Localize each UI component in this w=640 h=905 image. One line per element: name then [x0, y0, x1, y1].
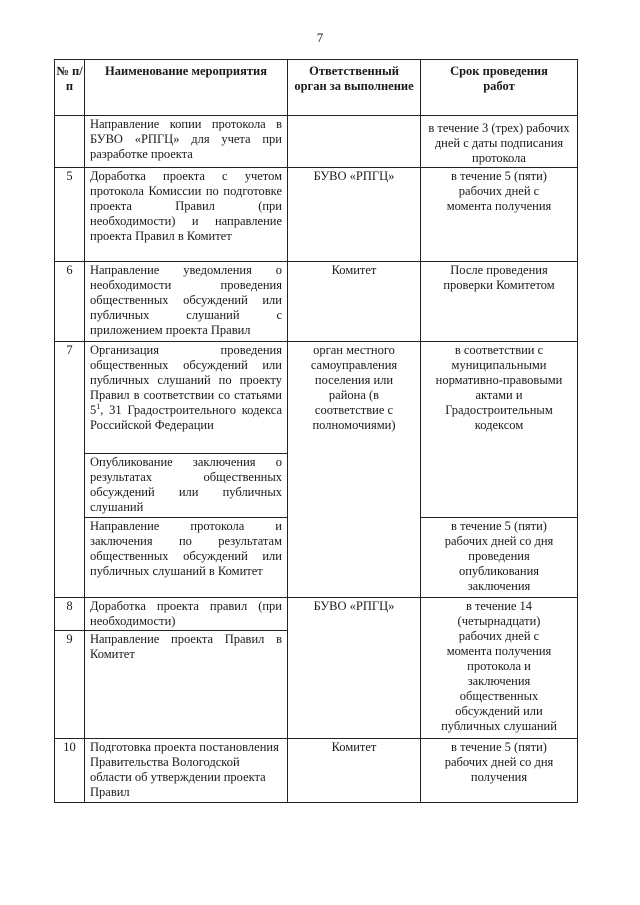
row-responsible — [288, 116, 421, 168]
row-name: Направление протокола и заключения по результатам общественных обсуждений или публичных слушаний в Комитет — [85, 518, 288, 598]
row-term: в течение 14 (четырнадцати) рабочих дней с момента получения протокола и заключения общественных обсуждений или публичных слушаний — [421, 598, 578, 739]
header-name: Наименование мероприятия — [85, 60, 288, 116]
row-name — [85, 342, 288, 454]
row-num: 6 — [55, 262, 85, 342]
table-row — [55, 739, 578, 803]
table-header-row — [55, 60, 578, 116]
row-responsible: БУВО «РПГЦ» — [288, 598, 421, 739]
row-name: Направление уведомления о необходимости проведения общественных обсуждений или публичных слушаний с приложением проекта Правил — [85, 262, 288, 342]
row-num: 7 — [55, 342, 85, 598]
row-num: 5 — [55, 168, 85, 262]
row-name: Доработка проекта с учетом протокола Комиссии по подготовке проекта Правил (при необходимости) и направление проекта Правил в Комитет — [85, 168, 288, 262]
row-num: 10 — [55, 739, 85, 803]
header-term: Срок проведения работ — [421, 60, 578, 116]
table-row — [55, 342, 578, 454]
table-row — [55, 168, 578, 262]
row-term: После проведения проверки Комитетом — [421, 262, 578, 342]
row-responsible: Комитет — [288, 262, 421, 342]
row-name-text: Организация проведения общественных обсуждений или публичных слушаний по проекту Правил в соответствии со статьями 5 — [90, 343, 282, 417]
header-num: № п/п — [55, 60, 85, 116]
row-responsible: орган местного самоуправления поселения или района (в соответствие с полномочиями) — [288, 342, 421, 598]
row-name-text-cont: , 31 Градостроительного кодекса Российской Федерации — [90, 403, 282, 432]
row-term: в течение 5 (пяти) рабочих дней со дня получения — [421, 739, 578, 803]
row-num: 9 — [55, 631, 85, 739]
table-row — [55, 262, 578, 342]
superscript: 1 — [96, 401, 101, 411]
row-name: Опубликование заключения о результатах общественных обсуждений или публичных слушаний — [85, 454, 288, 518]
row-name: Направление копии протокола в БУВО «РПГЦ» для учета при разработке проекта — [85, 116, 288, 168]
row-term: в течение 3 (трех) рабочих дней с даты подписания протокола — [421, 116, 578, 168]
row-responsible: Комитет — [288, 739, 421, 803]
row-responsible: БУВО «РПГЦ» — [288, 168, 421, 262]
row-term: в течение 5 (пяти) рабочих дней со дня проведения опубликования заключения — [421, 518, 578, 598]
row-num: 8 — [55, 598, 85, 631]
page-number: 7 — [316, 30, 324, 45]
table-row — [55, 598, 578, 631]
table-row — [55, 116, 578, 168]
activities-table — [54, 59, 578, 803]
row-name: Доработка проекта правил (при необходимости) — [85, 598, 288, 631]
header-responsible: Ответственный орган за выполнение — [288, 60, 421, 116]
row-term: в соответствии с муниципальными нормативно-правовыми актами и Градостроительным кодексом — [421, 342, 578, 518]
row-num — [55, 116, 85, 168]
row-term: в течение 5 (пяти) рабочих дней с момента получения — [421, 168, 578, 262]
row-name: Подготовка проекта постановления Правительства Вологодской области об утверждении проекта Правил — [85, 739, 288, 803]
row-name: Направление проекта Правил в Комитет — [85, 631, 288, 739]
